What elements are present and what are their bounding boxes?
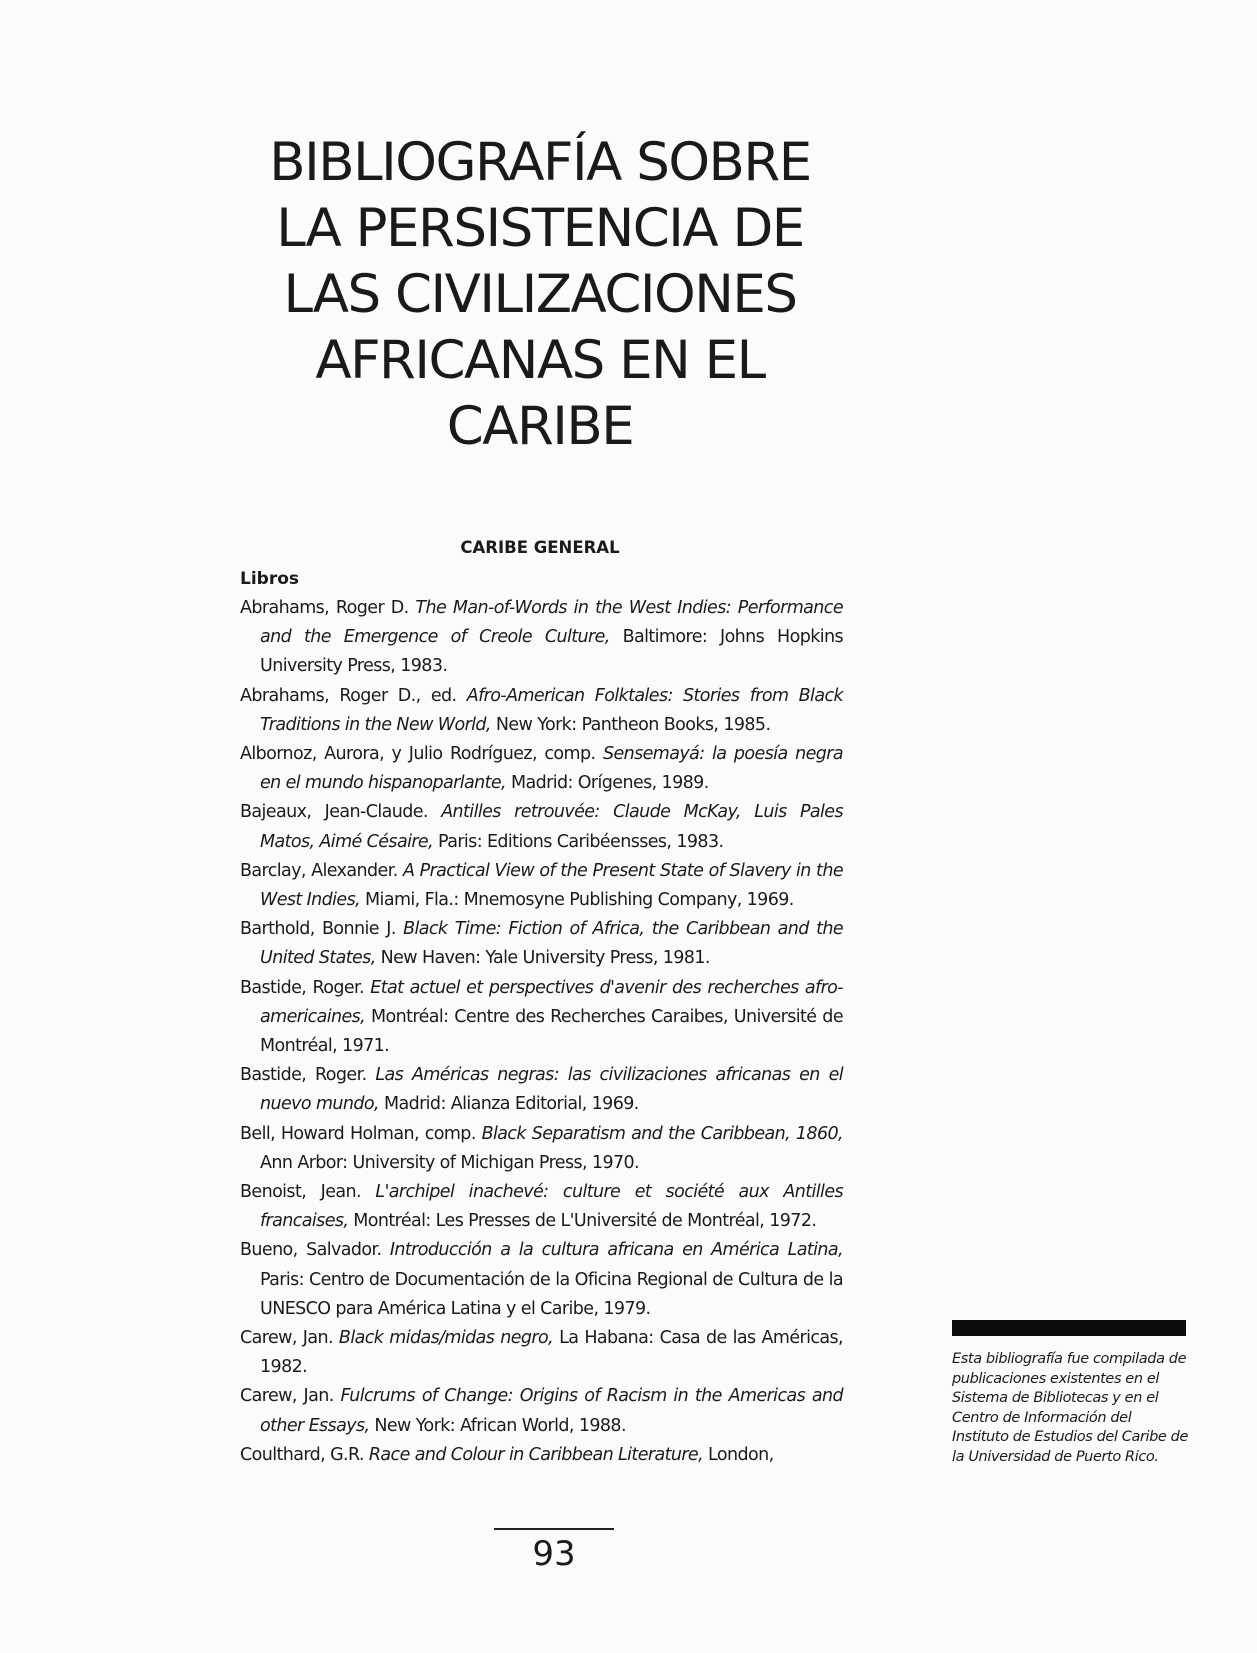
entry-publication: Paris: Editions Caribéensses, 1983. [433,831,724,852]
entry-author: Barclay, Alexander. [240,860,403,881]
entry-publication: Ann Arbor: University of Michigan Press, 1970. [260,1152,640,1173]
entry-author: Abrahams, Roger D., ed. [240,685,467,706]
entry-title: Black Separatism and the Caribbean, 1860, [481,1123,843,1144]
entry-publication: New York: Pantheon Books, 1985. [490,714,771,735]
subheading-books: Libros [240,569,300,589]
entry-title: Introducción a la cultura africana en América Latina, [389,1240,843,1261]
bibliography-entry [240,1120,843,1178]
bibliography-list [240,594,843,1470]
bibliography-entry [240,1441,843,1470]
entry-author: Carew, Jan. [240,1386,341,1407]
entry-author: Abrahams, Roger D. [240,598,416,618]
section-heading: CARIBE GENERAL [460,538,620,557]
bibliography-entry [240,1324,843,1382]
entry-author: Bastide, Roger. [240,1065,376,1086]
entry-author: Coulthard, G.R. [240,1444,369,1465]
bibliography-entry [240,682,843,740]
title-line: CARIBE [446,396,634,457]
entry-title: Sensemayá: la poesía negra en el mundo hispanoparlante, [260,744,843,794]
entry-author: Benoist, Jean. [240,1182,376,1203]
entry-author: Carew, Jan. [240,1328,339,1349]
title-line: LAS CIVILIZACIONES [283,264,797,325]
entry-publication: Paris: Centro de Documentación de la Oficina Regional de Cultura de la UNESCO para América Latina y el Caribe, 1979. [260,1269,843,1319]
entry-publication: Miami, Fla.: Mnemosyne Publishing Company, 1969. [360,890,794,911]
entry-author: Bell, Howard Holman, comp. [240,1123,482,1144]
bibliography-entry [240,1061,843,1119]
entry-title: A Practical View of the Present State of Slavery in the West Indies, [260,860,843,911]
title-line: LA PERSISTENCIA DE [276,198,804,259]
entry-author: Bajeaux, Jean-Claude. [240,802,442,823]
entry-title: Black Time: Fiction of Africa, the Caribbean and the United States, [260,919,844,969]
entry-publication: New Haven: Yale University Press, 1981. [375,948,710,969]
entry-title: Race and Colour in Caribbean Literature, [368,1444,704,1465]
entry-publication: Madrid: Alianza Editorial, 1969. [378,1094,639,1115]
bibliography-entry [240,740,843,798]
entry-publication: London, [703,1444,774,1465]
bibliography-entry [240,974,843,1062]
page-number: 93 [532,1534,576,1574]
entry-author: Bueno, Salvador. [240,1240,390,1261]
entry-title: Antilles retrouvée: Claude McKay, Luis Pales Matos, Aimé Césaire, [260,802,843,852]
entry-title: Las Américas negras: las civilizaciones africanas en el nuevo mundo, [260,1065,843,1115]
sidenote-rule-bar [952,1320,1186,1336]
bibliography-entry [240,915,843,973]
entry-author: Albornoz, Aurora, y Julio Rodríguez, comp. [240,744,603,765]
entry-title: Fulcrums of Change: Origins of Racism in the Americas and other Essays, [260,1386,843,1436]
bibliography-entry [240,798,843,856]
title-line: AFRICANAS EN EL [315,330,765,391]
entry-publication: Madrid: Orígenes, 1989. [506,773,709,794]
bibliography-entry [240,1236,843,1324]
entry-title: L'archipel inachevé: culture et société aux Antilles francaises, [260,1182,843,1232]
page-title [210,130,870,460]
entry-title: Black midas/midas negro, [338,1328,554,1349]
entry-title: Afro-American Folktales: Stories from Black Traditions in the New World, [260,685,843,735]
page-number-rule [494,1528,614,1530]
entry-publication: La Habana: Casa de las Américas, 1982. [260,1328,843,1378]
sidenote: Esta bibliografía fue compilada de publicaciones existentes en el Sistema de Bibliotecas y en el Centro de Información del Instituto de Estudios del Caribe de la Universidad de Puerto Rico. [952,1351,1188,1465]
bibliography-entry [240,857,843,915]
entry-author: Bastide, Roger. [240,977,371,998]
entry-publication: Montréal: Centre des Recherches Caraibes, Université de Montréal, 1971. [260,1006,843,1057]
bibliography-entry [240,1178,843,1236]
bibliography-entry [240,1382,843,1440]
title-line: BIBLIOGRAFÍA SOBRE [269,132,811,193]
entry-author: Barthold, Bonnie J. [240,919,404,940]
entry-publication: Montréal: Les Presses de L'Université de Montréal, 1972. [348,1211,817,1232]
entry-title: The Man-of-Words in the West Indies: Performance and the Emergence of Creole Culture, [260,598,843,648]
bibliography-entry [240,594,843,682]
entry-publication: New York: African World, 1988. [369,1415,626,1436]
entry-title: Etat actuel et perspectives d'avenir des recherches afro-americaines, [260,977,843,1027]
entry-publication: Baltimore: Johns Hopkins University Press, 1983. [260,627,844,677]
